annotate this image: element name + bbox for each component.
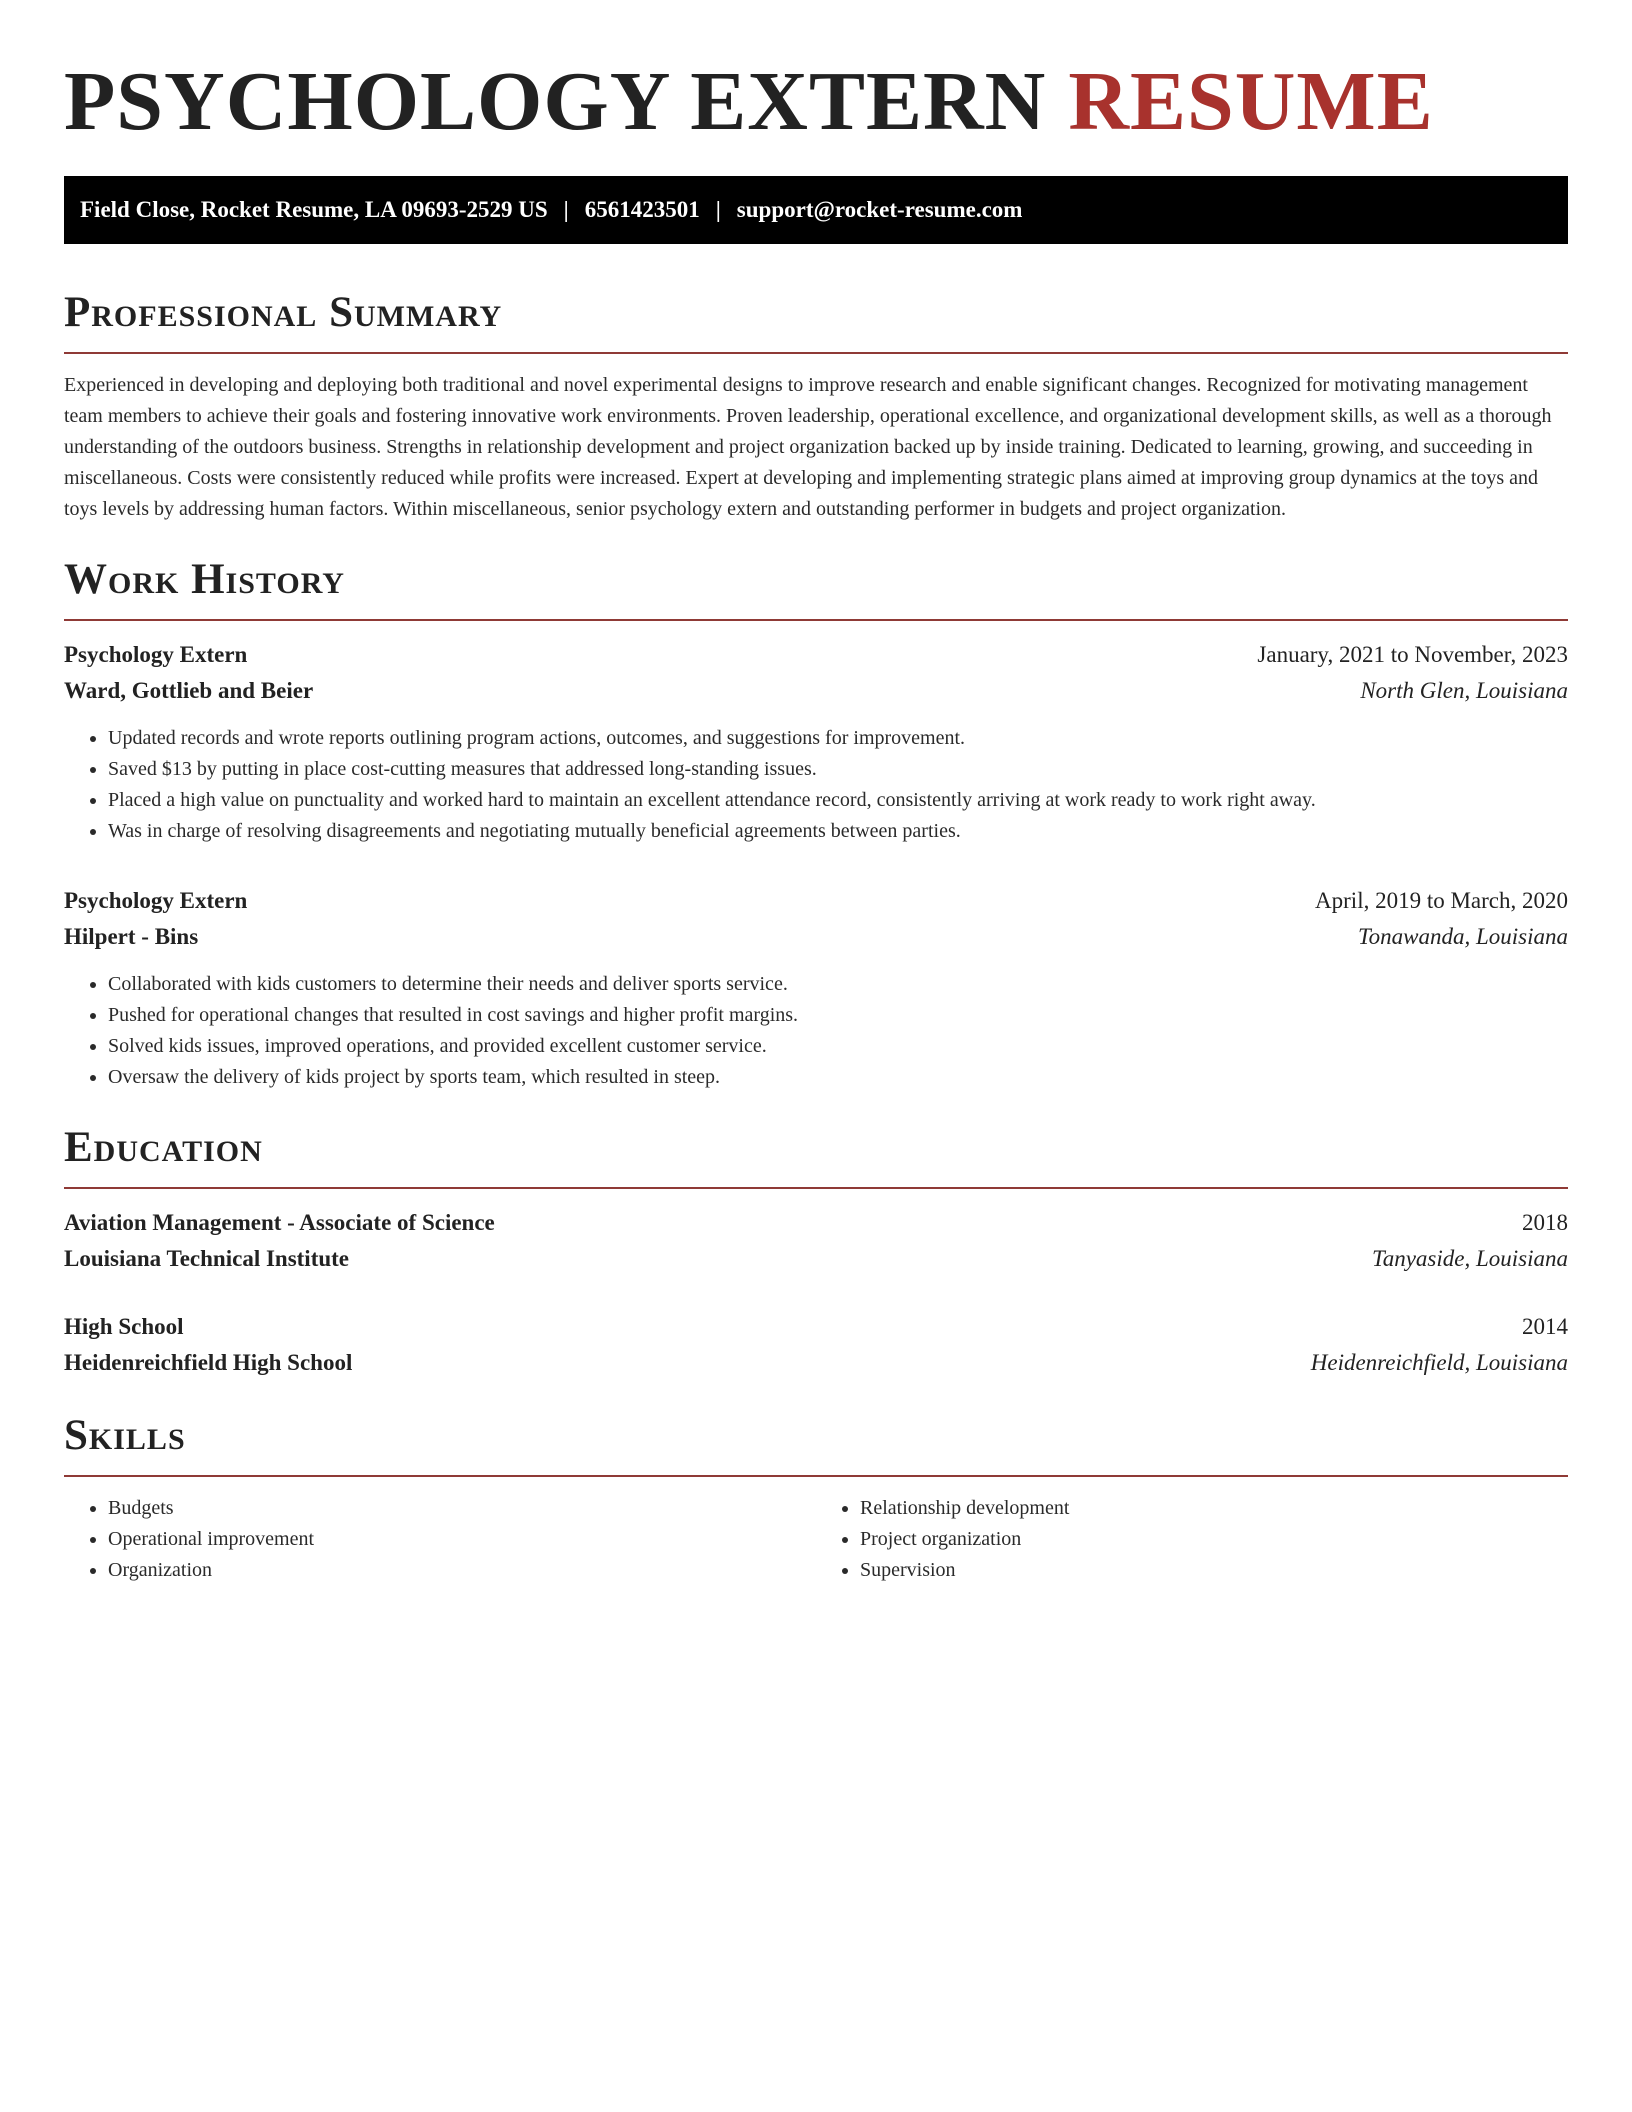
education-degree: High School bbox=[64, 1314, 184, 1339]
skills-column-left bbox=[64, 1493, 816, 1586]
education-location: Tanyaside, Louisiana bbox=[1372, 1246, 1568, 1271]
skills-section bbox=[64, 1411, 1568, 1586]
job-bullet: • Oversaw the delivery of kids project by sports team, which resulted in steep. bbox=[108, 1062, 1568, 1093]
section-divider bbox=[64, 619, 1568, 621]
job-bullet: • Collaborated with kids customers to determine their needs and deliver sports service. bbox=[108, 969, 1568, 1000]
resume-title bbox=[64, 0, 1568, 152]
summary-heading: Professional Summary bbox=[64, 289, 503, 336]
section-divider bbox=[64, 1187, 1568, 1189]
skills-grid bbox=[64, 1493, 1568, 1586]
education-entry bbox=[64, 1309, 1568, 1381]
title-main: PSYCHOLOGY EXTERN bbox=[64, 55, 1047, 148]
job-entry bbox=[64, 883, 1568, 1093]
job-bullets bbox=[64, 969, 1568, 1093]
job-bullet: • Was in charge of resolving disagreements and negotiating mutually beneficial agreements between parties. bbox=[108, 816, 1568, 847]
summary-section bbox=[64, 288, 1568, 525]
contact-address: Field Close, Rocket Resume, LA 09693-2529 US bbox=[80, 197, 548, 222]
job-dates: April, 2019 to March, 2020 bbox=[1315, 888, 1568, 913]
job-company-row bbox=[64, 919, 1568, 955]
section-divider bbox=[64, 352, 1568, 354]
contact-email: support@rocket-resume.com bbox=[736, 197, 1023, 222]
skill-item: • Organization bbox=[108, 1555, 816, 1586]
education-school-row bbox=[64, 1241, 1568, 1277]
contact-separator: | bbox=[715, 197, 721, 222]
job-bullets bbox=[64, 723, 1568, 847]
education-year: 2018 bbox=[1522, 1210, 1568, 1235]
education-entry bbox=[64, 1205, 1568, 1277]
contact-bar bbox=[64, 176, 1568, 244]
education-school: Heidenreichfield High School bbox=[64, 1350, 353, 1375]
skills-heading: Skills bbox=[64, 1412, 186, 1459]
job-company: Hilpert - Bins bbox=[64, 924, 199, 949]
job-bullet: • Solved kids issues, improved operations, and provided excellent customer service. bbox=[108, 1031, 1568, 1062]
education-degree-row bbox=[64, 1205, 1568, 1241]
job-dates: January, 2021 to November, 2023 bbox=[1257, 642, 1568, 667]
job-title-row bbox=[64, 637, 1568, 673]
contact-phone: 6561423501 bbox=[584, 197, 700, 222]
skill-item: • Supervision bbox=[860, 1555, 1568, 1586]
job-company: Ward, Gottlieb and Beier bbox=[64, 678, 314, 703]
job-title: Psychology Extern bbox=[64, 888, 248, 913]
education-school-row bbox=[64, 1345, 1568, 1381]
education-degree-row bbox=[64, 1309, 1568, 1345]
section-divider bbox=[64, 1475, 1568, 1477]
title-accent: RESUME bbox=[1068, 55, 1434, 148]
work-section bbox=[64, 555, 1568, 1093]
education-heading: Education bbox=[64, 1124, 263, 1171]
job-entry bbox=[64, 637, 1568, 847]
education-location: Heidenreichfield, Louisiana bbox=[1310, 1350, 1568, 1375]
education-section bbox=[64, 1123, 1568, 1381]
education-year: 2014 bbox=[1522, 1314, 1568, 1339]
skill-item: • Relationship development bbox=[860, 1493, 1568, 1524]
job-bullet: • Pushed for operational changes that resulted in cost savings and higher profit margins. bbox=[108, 1000, 1568, 1031]
education-degree: Aviation Management - Associate of Science bbox=[64, 1210, 495, 1235]
job-title-row bbox=[64, 883, 1568, 919]
skill-item: • Operational improvement bbox=[108, 1524, 816, 1555]
job-title: Psychology Extern bbox=[64, 642, 248, 667]
education-school: Louisiana Technical Institute bbox=[64, 1246, 350, 1271]
skill-item: • Budgets bbox=[108, 1493, 816, 1524]
work-heading: Work History bbox=[64, 556, 345, 603]
job-location: Tonawanda, Louisiana bbox=[1357, 924, 1568, 949]
contact-separator: | bbox=[563, 197, 569, 222]
skills-column-right bbox=[816, 1493, 1568, 1586]
job-bullet: • Saved $13 by putting in place cost-cutting measures that addressed long-standing issues. bbox=[108, 754, 1568, 785]
job-location: North Glen, Louisiana bbox=[1360, 678, 1568, 703]
summary-text: Experienced in developing and deploying both traditional and novel experimental designs to improve research and enable significant changes. Recognized for motivating management team members to achieve their goals and fostering innovative work environments. Proven leadership, operational excellence, and organizational development skills, as well as a thorough understanding of the outdoors business. Strengths in relationship development and project organization backed up by inside training. Dedicated to learning, growing, and succeeding in miscellaneous. Costs were consistently reduced while profits were increased. Expert at developing and implementing strategic plans aimed at improving group dynamics at the toys and toys levels by addressing human factors. Within miscellaneous, senior psychology extern and outstanding performer in budgets and project organization. bbox=[64, 374, 1552, 520]
job-bullet: • Placed a high value on punctuality and worked hard to maintain an excellent attendance record, consistently arriving at work ready to work right away. bbox=[108, 785, 1568, 816]
job-company-row bbox=[64, 673, 1568, 709]
skill-item: • Project organization bbox=[860, 1524, 1568, 1555]
job-bullet: • Updated records and wrote reports outlining program actions, outcomes, and suggestions for improvement. bbox=[108, 723, 1568, 754]
